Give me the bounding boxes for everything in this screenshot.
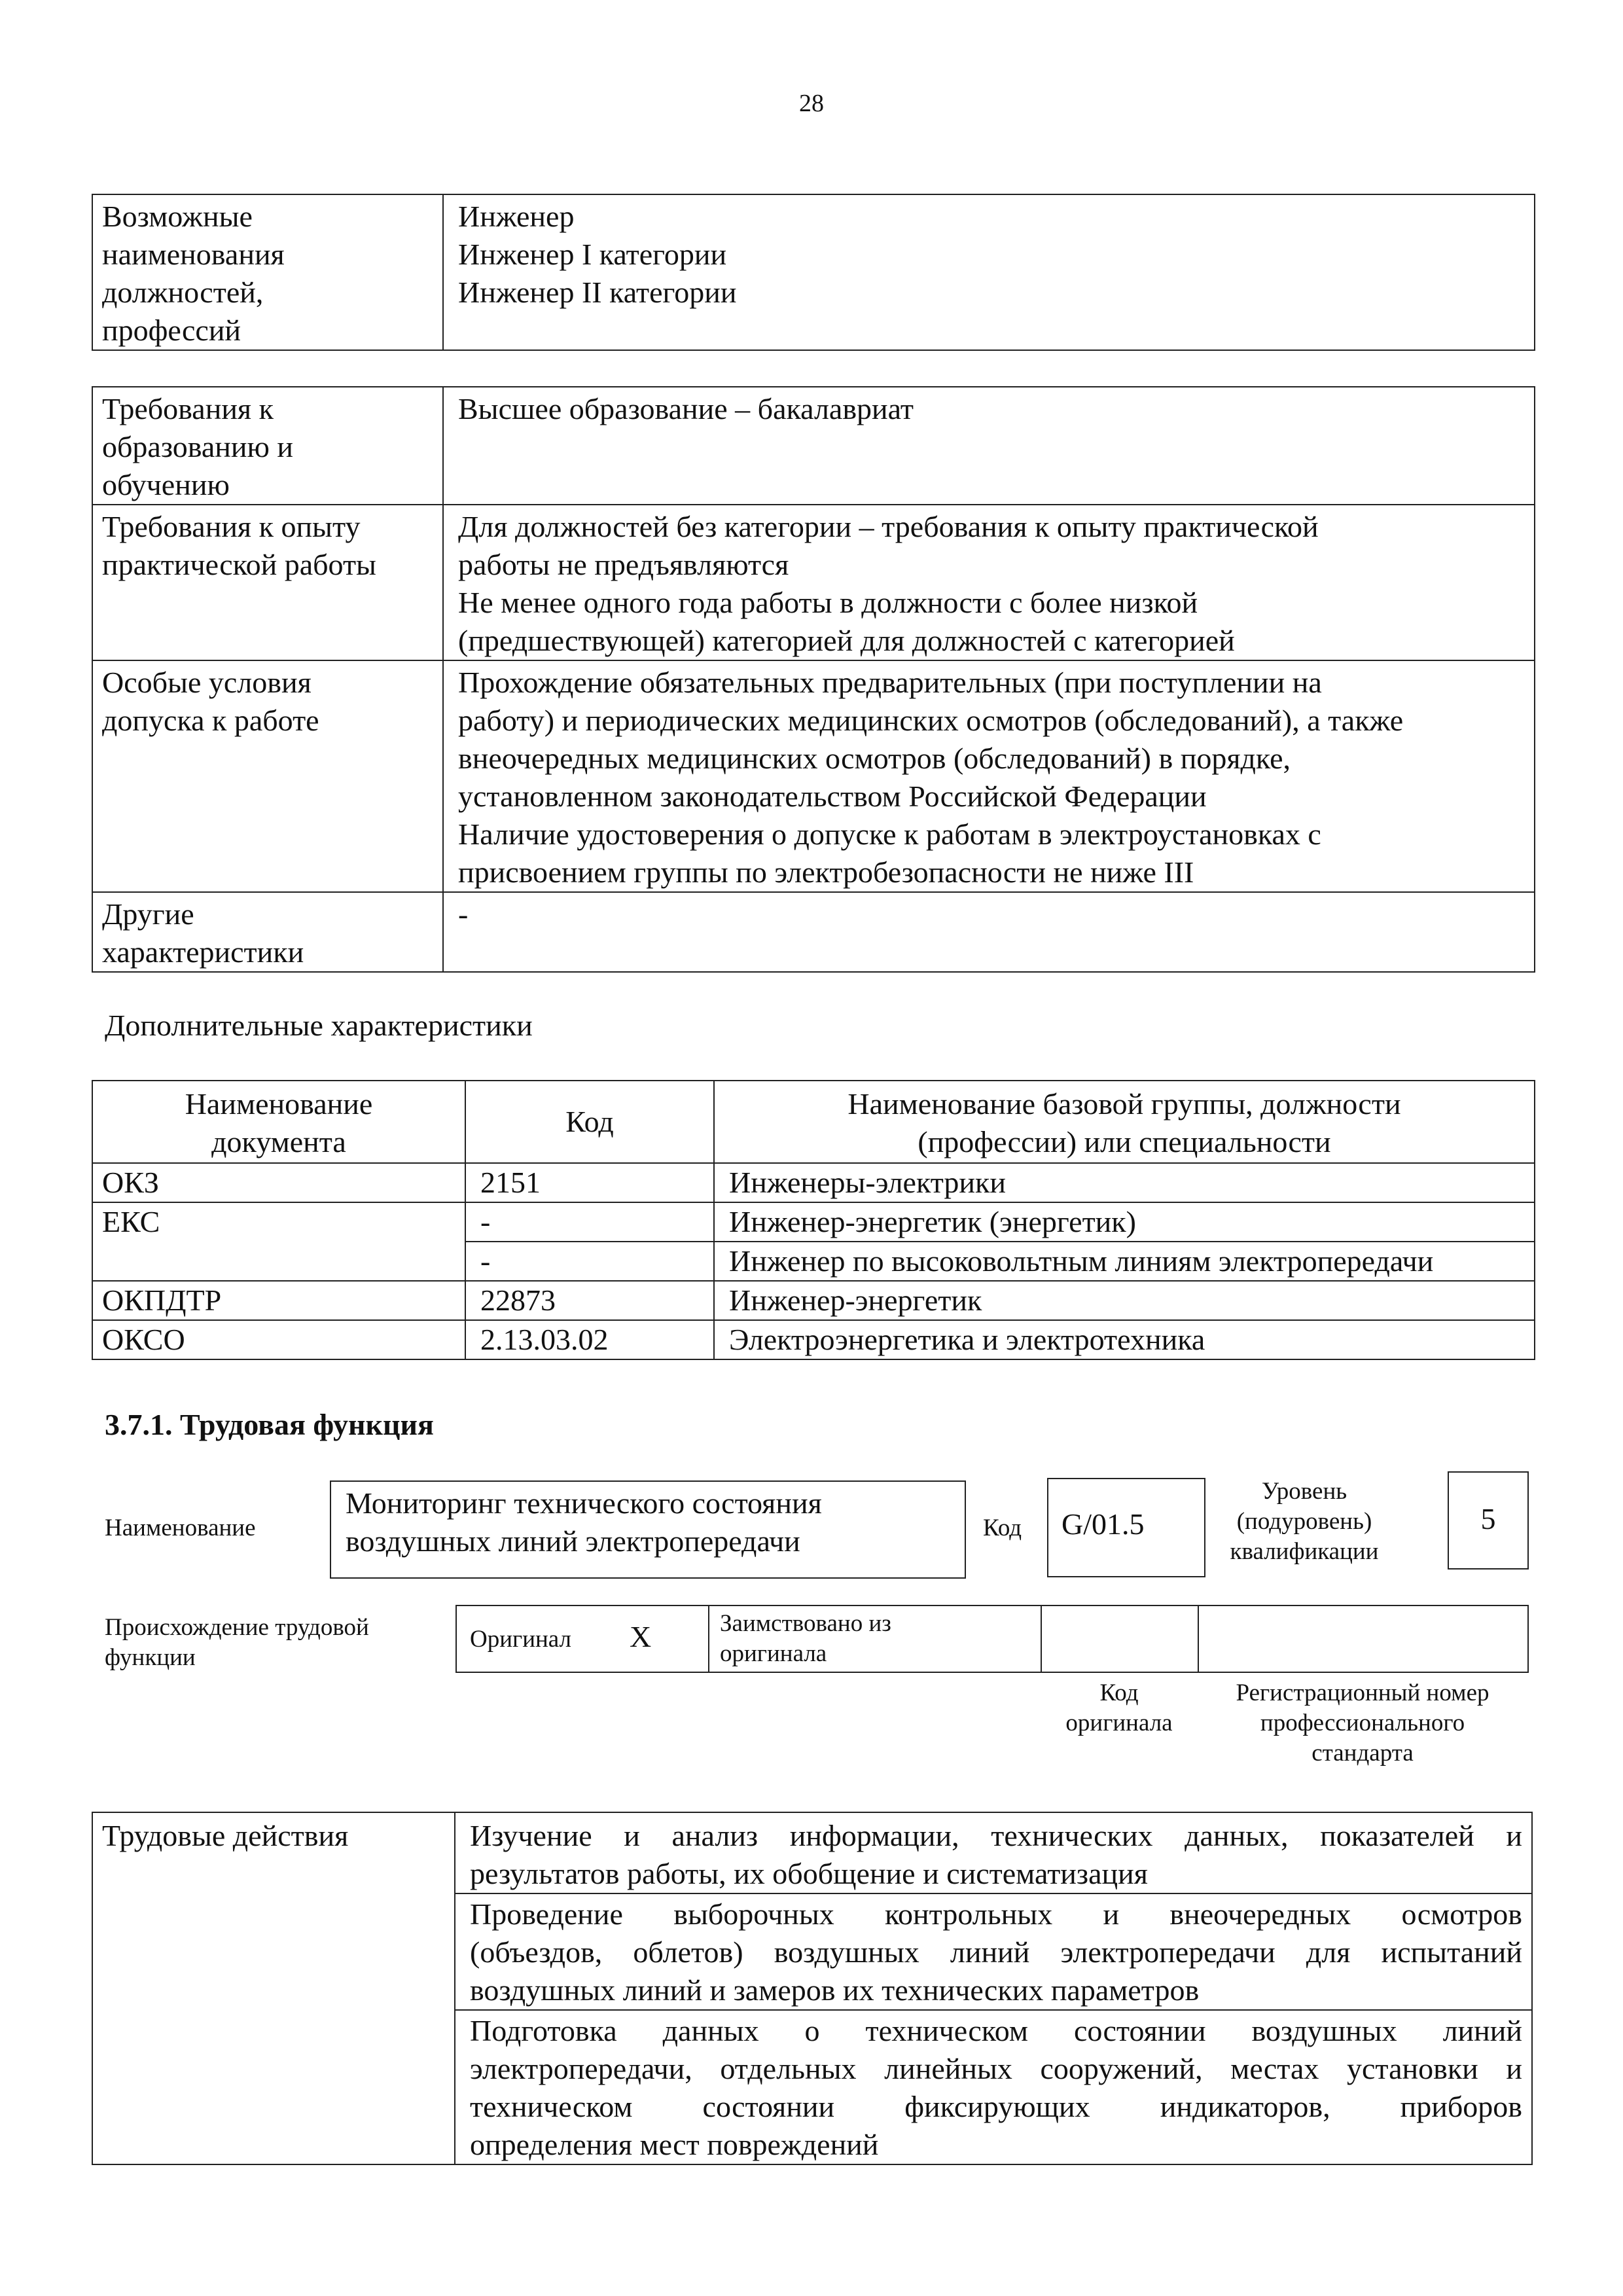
value-line: (предшествующей) категорией для должностей с категорией <box>458 624 1235 657</box>
additional-table <box>92 1080 1535 1360</box>
function-name-line: Мониторинг технического состояния <box>346 1486 822 1520</box>
label-line: Особые условия <box>102 666 312 699</box>
cell-group: Инженер-энергетик (энергетик) <box>714 1202 1535 1242</box>
cell-group: Инженеры-электрики <box>714 1163 1535 1202</box>
header-doc <box>92 1081 465 1163</box>
value-line: внеочередных медицинских осмотров (обследований) в порядке, <box>458 742 1291 775</box>
origin-reg-caption <box>1198 1678 1527 1768</box>
requirements-row-education <box>92 387 1535 505</box>
function-name-box <box>330 1480 966 1579</box>
label-line: образованию и <box>102 430 293 463</box>
origin-code-cell <box>1043 1606 1199 1672</box>
requirement-label <box>92 505 443 660</box>
cell-code: - <box>465 1202 714 1242</box>
label-line: наименования <box>102 238 285 271</box>
origin-label-line: Происхождение трудовой <box>105 1614 369 1641</box>
additional-title: Дополнительные характеристики <box>105 1009 533 1042</box>
function-code-label: Код <box>983 1515 1022 1541</box>
value-line: Прохождение обязательных предварительных (при поступлении на <box>458 666 1322 699</box>
action-line: определения мест повреждений <box>470 2128 879 2161</box>
label-line: Требования к опыту <box>102 510 361 543</box>
value-line: Для должностей без категории – требования к опыту практической <box>458 510 1319 543</box>
reg-caption-line: стандарта <box>1311 1740 1414 1767</box>
value-line: работу) и периодических медицинских осмотров (обследований), а также <box>458 704 1404 737</box>
requirement-value <box>443 892 1535 972</box>
header-line: документа <box>211 1125 346 1158</box>
qualification-level-box <box>1448 1471 1529 1570</box>
original-label: Оригинал <box>470 1626 572 1653</box>
origin-borrowed-cell <box>709 1606 1042 1672</box>
function-code-value: G/01.5 <box>1061 1507 1145 1541</box>
header-line: (профессии) или специальности <box>918 1125 1331 1158</box>
label-line: практической работы <box>102 548 376 581</box>
page-number: 28 <box>799 90 824 117</box>
cell-code: - <box>465 1242 714 1281</box>
origin-table <box>455 1605 1529 1673</box>
requirement-label <box>92 892 443 972</box>
level-label-line: (подуровень) <box>1236 1508 1372 1535</box>
cell-code: 2151 <box>465 1163 714 1202</box>
requirement-value <box>443 387 1535 505</box>
header-line: Наименование базовой группы, должности <box>847 1087 1401 1121</box>
value-line: Не менее одного года работы в должности с более низкой <box>458 586 1198 619</box>
value-line: - <box>458 897 469 931</box>
positions-row <box>92 194 1535 350</box>
additional-header-row <box>92 1081 1535 1163</box>
positions-value-cell <box>443 194 1535 350</box>
table-row <box>92 1320 1535 1359</box>
action-line: электропередачи, отдельных линейных сооружений, местах установки и <box>470 2052 1522 2085</box>
value-line: Высшее образование – бакалавриат <box>458 392 914 425</box>
label-line: обучению <box>102 468 230 501</box>
labor-action-item <box>455 1812 1532 1893</box>
cell-code: 22873 <box>465 1281 714 1320</box>
qualification-level-label <box>1216 1477 1393 1567</box>
label-line: характеристики <box>102 935 304 969</box>
requirements-row-other <box>92 892 1535 972</box>
origin-label <box>105 1613 369 1673</box>
level-label-line: квалификации <box>1230 1538 1379 1565</box>
reg-caption-line: профессионального <box>1260 1710 1465 1736</box>
requirements-row-experience <box>92 505 1535 660</box>
original-mark: X <box>630 1620 652 1653</box>
table-row <box>92 1281 1535 1320</box>
action-line: Изучение и анализ информации, технических данных, показателей и <box>470 1819 1522 1852</box>
header-group <box>714 1081 1535 1163</box>
position-name: Инженер II категории <box>458 276 737 309</box>
labor-action-item <box>455 1893 1532 2010</box>
requirement-label <box>92 387 443 505</box>
label-line: Возможные <box>102 200 253 233</box>
reg-caption-line: Регистрационный номер <box>1236 1679 1489 1706</box>
position-name: Инженер I категории <box>458 238 727 271</box>
positions-table <box>92 194 1535 351</box>
table-row <box>92 1163 1535 1202</box>
requirements-table <box>92 386 1535 973</box>
section-heading: 3.7.1. Трудовая функция <box>105 1408 434 1441</box>
code-caption-line: оригинала <box>1065 1710 1173 1736</box>
action-line: результатов работы, их обобщение и систематизация <box>470 1857 1148 1890</box>
label-line: Другие <box>102 897 194 931</box>
requirements-row-admission <box>92 660 1535 892</box>
cell-group: Инженер по высоковольтным линиям электропередачи <box>714 1242 1535 1281</box>
cell-doc: ОКЗ <box>92 1163 465 1202</box>
label-line: должностей, <box>102 276 264 309</box>
value-line: работы не предъявляются <box>458 548 789 581</box>
requirement-label <box>92 660 443 892</box>
cell-group: Электроэнергетика и электротехника <box>714 1320 1535 1359</box>
action-line: (объездов, облетов) воздушных линий электропередачи для испытаний <box>470 1935 1522 1969</box>
positions-label-cell <box>92 194 443 350</box>
action-line: воздушных линий и замеров их технических параметров <box>470 1973 1200 2007</box>
function-name-line: воздушных линий электропередачи <box>346 1524 800 1558</box>
cell-doc: ОКСО <box>92 1320 465 1359</box>
value-line: присвоением группы по электробезопасности не ниже III <box>458 855 1194 889</box>
labor-action-item <box>455 2010 1532 2164</box>
header-code: Код <box>465 1081 714 1163</box>
cell-group: Инженер-энергетик <box>714 1281 1535 1320</box>
qualification-level-value: 5 <box>1480 1502 1496 1535</box>
value-line: установленном законодательством Российской Федерации <box>458 780 1207 813</box>
cell-doc: ОКПДТР <box>92 1281 465 1320</box>
borrowed-label-line: оригинала <box>720 1640 827 1667</box>
level-label-line: Уровень <box>1261 1478 1347 1505</box>
labor-actions-table <box>92 1812 1533 2165</box>
header-line: Наименование <box>185 1087 373 1121</box>
labor-actions-label: Трудовые действия <box>92 1812 455 2164</box>
cell-code: 2.13.03.02 <box>465 1320 714 1359</box>
origin-code-caption <box>1042 1678 1196 1738</box>
code-caption-line: Код <box>1099 1679 1139 1706</box>
table-row <box>92 1202 1535 1242</box>
borrowed-label-line: Заимствовано из <box>720 1610 891 1637</box>
function-name-label: Наименование <box>105 1515 256 1541</box>
action-line: Подготовка данных о техническом состоянии воздушных линий <box>470 2014 1522 2047</box>
function-code-box <box>1047 1478 1205 1577</box>
action-line: Проведение выборочных контрольных и внеочередных осмотров <box>470 1897 1522 1931</box>
position-name: Инженер <box>458 200 575 233</box>
requirement-value <box>443 505 1535 660</box>
origin-reg-number-cell <box>1199 1606 1527 1672</box>
value-line: Наличие удостоверения о допуске к работам в электроустановках с <box>458 817 1321 851</box>
label-line: допуска к работе <box>102 704 319 737</box>
label-line: профессий <box>102 314 241 347</box>
requirement-value <box>443 660 1535 892</box>
origin-label-line: функции <box>105 1644 196 1671</box>
cell-doc: ЕКС <box>92 1202 465 1281</box>
labor-action-row <box>92 1812 1532 1893</box>
label-line: Требования к <box>102 392 274 425</box>
action-line: техническом состоянии фиксирующих индикаторов, приборов <box>470 2090 1522 2123</box>
origin-original-cell <box>457 1606 709 1672</box>
